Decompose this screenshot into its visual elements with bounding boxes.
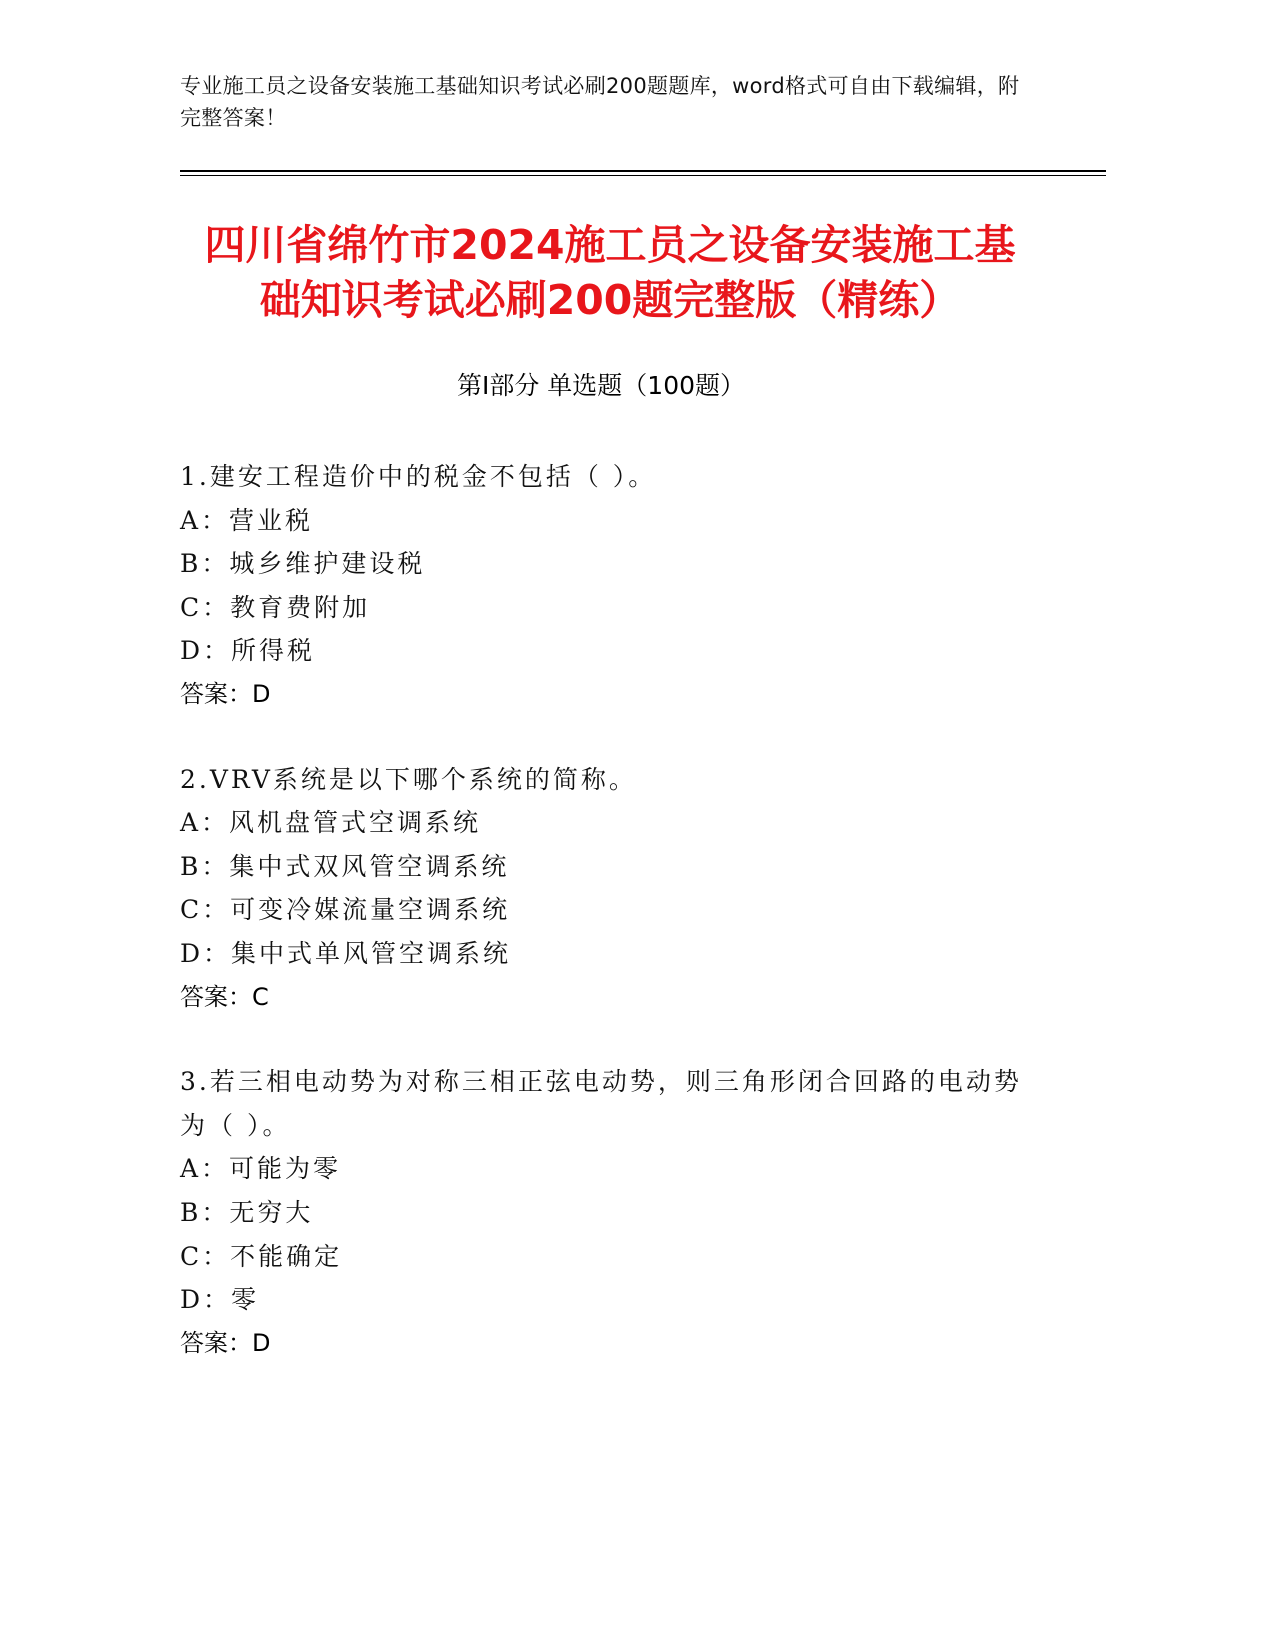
option-c: C：可变冷媒流量空调系统 xyxy=(180,895,511,925)
question-3 xyxy=(180,1060,1040,1365)
question-stem: 2.VRV系统是以下哪个系统的简称。 xyxy=(180,764,637,794)
option-b: B：集中式双风管空调系统 xyxy=(180,851,510,881)
option-d: D：集中式单风管空调系统 xyxy=(180,938,512,968)
title-line-2: 础知识考试必刷200题完整版（精练） xyxy=(259,276,961,324)
question-stem: 3.若三相电动势为对称三相正弦电动势，则三角形闭合回路的电动势为（ ）。 xyxy=(180,1067,1022,1140)
question-1 xyxy=(180,455,1040,717)
option-a: A：可能为零 xyxy=(180,1154,342,1184)
option-a: A：风机盘管式空调系统 xyxy=(180,808,482,838)
title-line-1: 四川省绵竹市2024施工员之设备安装施工基 xyxy=(204,221,1016,269)
option-d: D：所得税 xyxy=(180,636,316,666)
document-title xyxy=(150,218,1070,328)
question-2 xyxy=(180,758,1040,1020)
answer: 答案：D xyxy=(180,1328,271,1357)
question-stem: 1.建安工程造价中的税金不包括（ ）。 xyxy=(180,462,657,491)
question-list xyxy=(180,455,1040,1406)
option-d: D：零 xyxy=(180,1285,260,1315)
header-note: 专业施工员之设备安装施工基础知识考试必刷200题题库，word格式可自由下载编辑，附完整答案！ xyxy=(180,74,1020,130)
option-c: C：教育费附加 xyxy=(180,592,371,622)
option-c: C：不能确定 xyxy=(180,1241,343,1271)
option-b: B：无穷大 xyxy=(180,1197,314,1227)
option-b: B：城乡维护建设税 xyxy=(180,549,426,579)
answer: 答案：D xyxy=(180,679,271,708)
option-a: A：营业税 xyxy=(180,505,314,535)
header-rule-thin xyxy=(180,175,1106,176)
header-rule-thick xyxy=(180,170,1106,172)
section-title: 第Ⅰ部分 单选题（100题） xyxy=(456,371,746,400)
answer: 答案：C xyxy=(180,982,269,1011)
